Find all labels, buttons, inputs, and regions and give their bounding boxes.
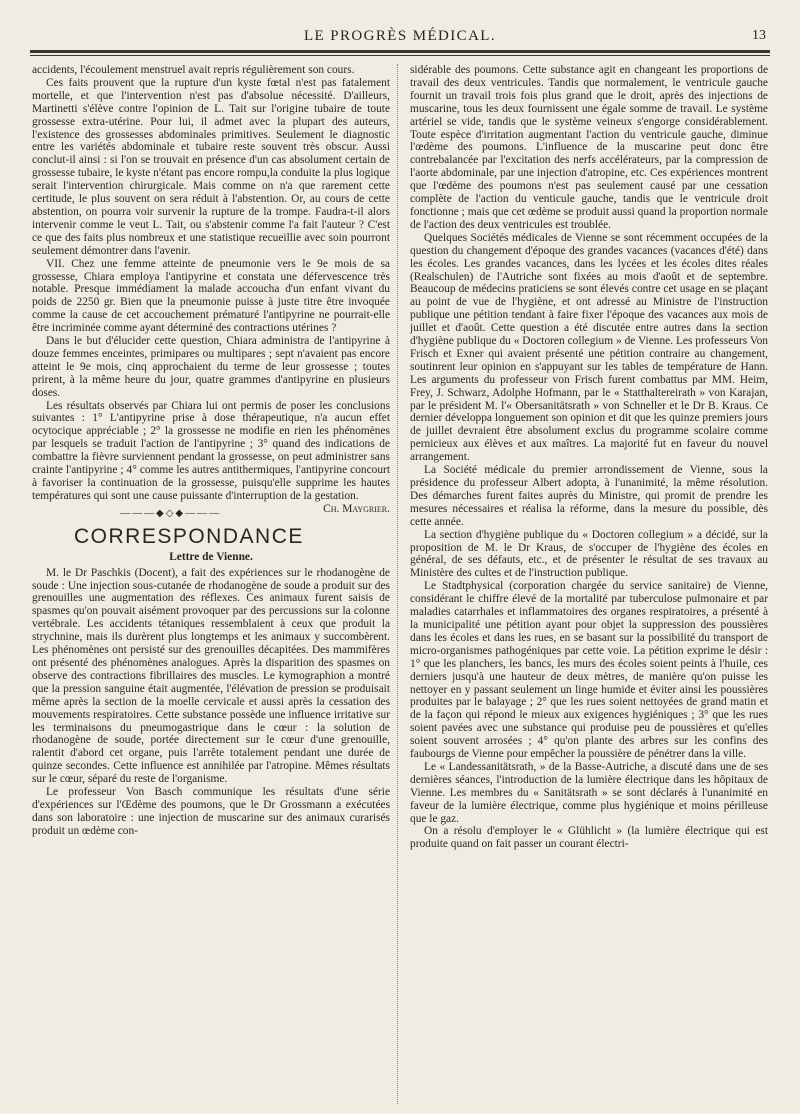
section-subtitle: Lettre de Vienne. <box>169 550 253 563</box>
paragraph: La section d'hygiène publique du « Doctoren collegium » a décidé, sur la proposition de M. le Dr Kraus, de s'occuper de l'hygiène des écoles en général, de ses défauts, etc., et de présenter le résultat de ses travaux au Ministère des cultes et de l'instruction publique. <box>410 528 768 580</box>
paragraph: Le Stadtphysical (corporation chargée du service sanitaire) de Vienne, considérant le chiffre élevé de la mortalité par tuberculose pulmonaire et par maladies catarrhales et inflammatoires des organes respiratoires, a présenté à la municipalité une pétition ayant pour objet la suppression des poussières dans les écoles et dans les rues, en se basant sur la possibilité du transport de micro-organismes pathogéniques par cette voie. La pétition exprime le désir : 1° que les planchers, les bancs, les murs des écoles soient peints à l'huile, ces derniers jusqu'à une hauteur de deux mètres, de manière qu'on puisse les nettoyer en y passant seulement un linge humide et éviter ainsi les poussières produites par le balayage ; 2° que les rues soient nettoyées de grand matin et de la façon qui répond le mieux aux exigences hygiéniques ; 3° que les rues soient pavées avec une substance qui produise peu de poussières et qu'elles soient souvent arrosées ; 4° qu'on plante des arbres sur les confins des faubourgs de Vienne pour empêcher la poussière de pénétrer dans la ville. <box>410 580 768 761</box>
paragraph: sidérable des poumons. Cette substance agit en changeant les proportions de travail des deux ventricules. Tandis que normalement, le ventricule gauche fournit un travail trois fois plus grand que le droit, après des injections de muscarine, tous les deux fournissent une égale somme de travail. Le système artériel se vide, tandis que le système veineux s'engorge considérablement. Toute espèce d'irritation augmentant l'action du ventricule gauche, diminue l'œdème des poumons. L'influence de la muscarine peut donc être contrebalancée par l'excitation des nerfs accélérateurs, par la compression de l'aorte abdominale, par une injection d'atropine, etc. Ces expériences montrent que l'œdème des poumons n'est pas seulement causé par une cessation complète de l'action du venticule gauche, tandis que le ventricule droit fonctionne ; mais que cet œdème se produit aussi quand la proportion normale de l'action des deux ventricules est troublée. <box>410 64 768 231</box>
running-header <box>30 28 770 48</box>
paragraph: accidents, l'écoulement menstruel avait repris régulièrement son cours. <box>32 64 355 76</box>
section-ornament: ———◆◇◆——— <box>120 507 222 519</box>
section-title: CORRESPONDANCE <box>74 524 304 548</box>
paragraph: Quelques Sociétés médicales de Vienne se sont récemment occupées de la question du changement d'époque des grandes vacances (vacances d'été) dans les écoles. Les grandes vacances, dans les lycées et les écoles dites réales (Realschulen) de l'Autriche sont fixées au mois d'août et de septembre. Beaucoup de médecins praticiens se sont élevés contre cet usage en se plaçant au point de vue de l'hygiène, et ont adressé au Ministre de l'instruction publique une pétition tendant à faire fixer l'époque des vacances aux mois de juillet et d'août. Cette question a été discutée entre autres dans la section d'hygiène publique du « Doctoren collegium » de Vienne. Les professeurs Von Frisch et Exner qui avaient présenté une pétition contraire au changement, soutinrent leur opinion en s'appuyant sur les tables de température de Hann. Les arguments du professeur von Frisch furent combattus par MM. Heim, Frey, J. Schwarz, Adolphe Hofmann, par le « Statthaltereirath » von Karajan, par le président M. l'« Obersanitätsrath » von Schneller et le Dr B. Kraus. Ce dernier développa longuement son opinion et dit que les quinze premiers jours de juillet devraient être absolument exclus du programme scolaire comme pernicieux aux élèves et aux maîtres. La majorité fut en faveur du nouvel arrangement. <box>410 231 768 464</box>
paragraph <box>32 399 390 515</box>
paragraph: M. le Dr Paschkis (Docent), a fait des expériences sur le rhodanogène de soude : Une injection sous-cutanée de rhodanogène de soude a produit sur des grenouilles une augmentation des réflexes. Ces animaux furent saisis de spasmes qu'on pouvait aisément provoquer par des percussions sur la colonne vertébrale. Les accidents tétaniques ressemblaient à ceux que produit la strychnine, mais ils durèrent plus longtemps et les animaux y succombèrent. Les phénomènes ont persisté sur des grenouilles décapitées. Des mammifères ont présenté des phénomènes analogues. Après la disparition des spasmes on observe des contractions fibrillaires des muscles. Le kymographion a montré que la pression sanguine était augmentée, l'élévation de pression se produisait même après la section de la moelle cervicale et aussi après la cessation des mouvements respiratoires. Cette substance possède une influence irritative sur les terminaisons du pneumogastrique dans le cœur : la solution de rhodanogène de soude, portée directement sur le cœur d'une grenouille, ralentit d'abord cet organe, puis l'arrête totalement pendant une durée de quinze secondes. Cette influence est annihilée par l'atropine. Mêmes résultats sur le cœur, séparé du reste de l'organisme. <box>32 566 390 786</box>
page-number: 13 <box>752 28 766 43</box>
header-rule-thin <box>30 55 770 56</box>
paragraph-text: Les résultats observés par Chiara lui ont permis de poser les conclusions suivantes : 1° L'antipyrine prise à dose thérapeutique, n'a aucun effet ocytocique appréciable ; 2° la grossesse ne modifie en rien les phénomènes par lesquels se traduit l'action de l'antipyrine ; 3° quand des indications de combattre la fièvre surviennent pendant la grossesse, on peut administrer sans crainte l'antipyrine ; 4° comme les autres antithermiques, l'antipyrine concourt à favoriser la continuation de la grossesse, puisqu'elle supprime les hautes températures qui sont une cause puissante d'interruption de la gestation. <box>32 399 390 502</box>
author-signature: Ch. Maygrier. <box>323 502 390 515</box>
left-column <box>32 64 390 1104</box>
paragraph: Le « Landessanitätsrath, » de la Basse-Autriche, a discuté dans une de ses dernières séances, l'introduction de la lumière électrique dans les hôpitaux de Vienne. Les membres du « Sanitätsrath » se sont déclarés à l'unanimité en faveur de la lumière électrique, comme plus hygiénique et moins périlleuse que le gaz. <box>410 760 768 825</box>
right-column <box>410 64 768 1104</box>
column-divider <box>397 64 398 1104</box>
paragraph: La Société médicale du premier arrondissement de Vienne, sous la présidence du professeur Albert adopta, à l'unanimité, la même résolution. Des démarches furent faites auprès du Ministre, qui promit de prendre les mesures nécessaires et réalisa la réforme, dans la mesure du possible, dès cette année. <box>410 464 768 528</box>
paragraph: VII. Chez une femme atteinte de pneumonie vers le 9e mois de sa grossesse, Chiara employa l'antipyrine et constata une défervescence très notable. Presque immédiament la malade accoucha d'un enfant vivant du poids de 2250 gr. Bien que la pneumonie puisse à juste titre être invoquée comme la cause de cet accouchement prématuré l'antipyrine ne pourrait-elle être incriminée comme ayant déterminé des contractions utérines ? <box>32 257 390 335</box>
paragraph: Dans le but d'élucider cette question, Chiara administra de l'antipyrine à douze femmes enceintes, primipares ou multipares ; sept n'avaient pas encore atteint le 9e mois, cinq approchaient du terme de leur grossesse ; toutes prirent, à la même heure du jour, quatre grammes d'antipyrine en plusieurs doses. <box>32 335 390 399</box>
paragraph: On a résolu d'employer le « Glühlicht » (la lumière électrique qui est produite quand on fait passer un courant électri- <box>410 825 768 851</box>
paragraph: Le professeur Von Basch communique les résultats d'une série d'expériences sur l'Œdème des poumons, que le Dr Grossmann a exécutées dans son laboratoire : une injection de muscarine sur des animaux curarisés produit un œdème con- <box>32 786 390 837</box>
header-rule-thick <box>30 50 770 53</box>
paragraph: Ces faits prouvent que la rupture d'un kyste fœtal n'est pas fatalement mortelle, et que l'intervention n'est pas d'absolue nécessité. D'ailleurs, Martinetti s'élève contre l'opinion de L. Tait sur l'origine tubaire de toute grossesse extra-utérine. Pour lui, il admet avec la plupart des auteurs, l'existence des grossesses abdominales primitives. Seulement le diagnostic entre les variétés abdominale et tubaire reste souvent très obscur. Aussi conclut-il ainsi : si l'on se trouvait en présence d'un cas absolument certain de grossesse tubaire, le kyste n'étant pas encore rompu,la conduite la plus logique serait l'intervention chirurgicale. Mais comme on n'a que rarement cette certitude, le plus souvent on sera réduit à l'abstention. Or, au cours de cette abstention, on pourra voir survenir la rupture de la trompe. Faudra-t-il alors intervenir comme le veut L. Tait, ou s'abstenir comme l'a fait l'auteur ? C'est ce que des faits plus nombreux et une statistique recueillie avec soin pourront seulement démontrer dans l'avenir. <box>32 76 390 257</box>
journal-title: LE PROGRÈS MÉDICAL. <box>303 28 497 44</box>
